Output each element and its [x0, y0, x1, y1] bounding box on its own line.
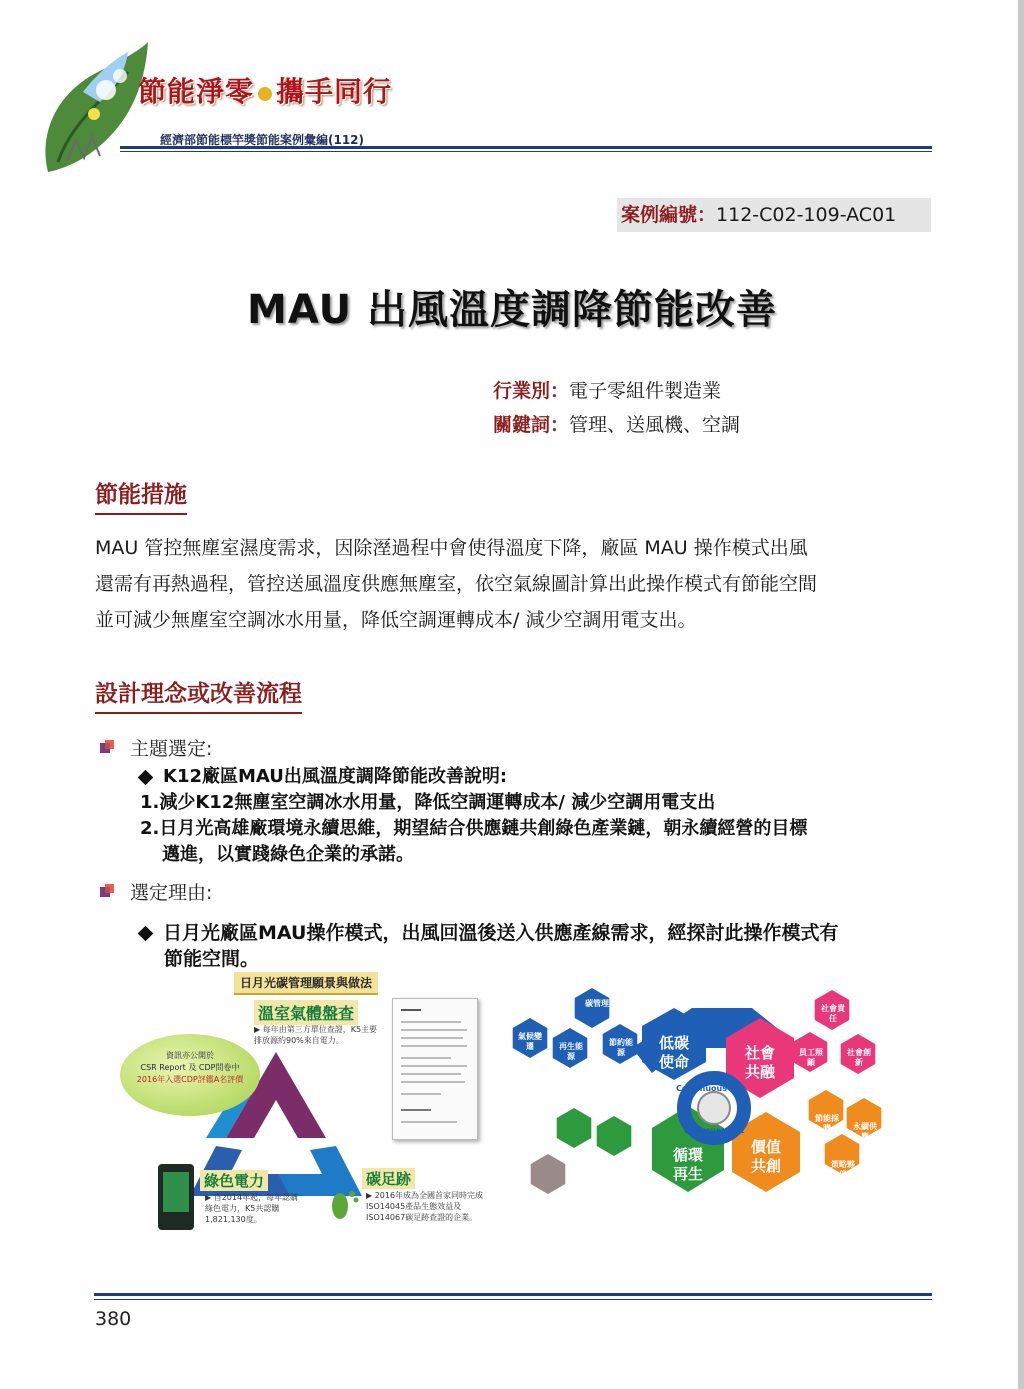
hex-employee: 員工照顧: [799, 1048, 823, 1067]
header-slogan: [138, 70, 392, 110]
hex-resource: 源頭減量: [603, 1162, 627, 1181]
continuous-label: Continuous: [676, 1084, 727, 1093]
industry-row: [493, 376, 721, 403]
hex-save-buy: 節能採購: [815, 1114, 839, 1133]
case-number-value: 112-C02-109-AC01: [716, 204, 897, 226]
opinion-statement-document-icon: [392, 998, 478, 1140]
hex-social-innov: 社會創新: [847, 1048, 871, 1067]
page-header: [0, 0, 1024, 190]
carbon-footprint-text: ▶ 2016年成為全國首家同時完成ISO14045產品生態效益及ISO14067碳足跡查證的企業。: [366, 1191, 484, 1222]
reason-line-2: 節能空間。: [164, 948, 260, 970]
hex-climate: 氣候變遷: [518, 1032, 542, 1051]
keywords-value: 管理、送風機、空調: [569, 414, 741, 436]
csr-disclosure-badge: [120, 1034, 260, 1116]
topic-item-2-cont: 邁進，以實踐綠色企業的承諾。: [162, 844, 414, 865]
page-number: 380: [95, 1308, 132, 1330]
flower-dot-icon: [258, 87, 272, 101]
industry-value: 電子零組件製造業: [569, 380, 722, 402]
hex-circular: 循環再生: [672, 1146, 703, 1183]
case-number-box: [617, 198, 931, 232]
csr-line-2: CSR Report 及 CDP問卷中: [140, 1063, 240, 1072]
csr-line-1: 資訊亦公開於: [166, 1051, 214, 1060]
hex-social-resp: 社會責任: [821, 1004, 845, 1023]
carbon-mgmt-title: 日月光碳管理願景與做法: [234, 972, 378, 995]
square-bullet-icon: [100, 884, 116, 898]
topic-label: 主題選定:: [130, 738, 213, 760]
header-subtitle: 經濟部節能標竿獎節能案例彙編(112): [160, 133, 365, 147]
hex-carbon-mgmt: 碳管理: [585, 999, 609, 1008]
hex-cycle-design: 循環設計: [563, 1154, 587, 1173]
section-heading-design: 設計理念或改善流程: [95, 675, 302, 714]
footprint-co2-icon: [328, 1182, 362, 1222]
reason-label: 選定理由:: [130, 882, 213, 904]
case-number-label: 案例編號：: [621, 204, 717, 226]
hex-low-carbon: 低碳使命: [658, 1034, 689, 1071]
diamond-bullet-icon: [138, 926, 154, 942]
footer-rule: [94, 1293, 932, 1300]
ghg-inventory-title: 溫室氣體盤查: [254, 1000, 358, 1025]
topic-item-2: 2.日月光高雄廠環境永續思維，期望結合供應鏈共創綠色產業鏈，朝永續經營的目標: [140, 818, 808, 839]
paragraph-line: MAU 管控無塵室濕度需求，因除溼過程中會使得溫度下降，廠區 MAU 操作模式出風: [95, 537, 808, 559]
hex-sustain: 永續供應: [853, 1122, 877, 1141]
green-power-title: 綠色電力: [200, 1170, 268, 1191]
page-title: MAU 出風溫度調降節能改善: [247, 287, 777, 333]
hex-save-energy: 節約能源: [609, 1038, 633, 1057]
csr-line-3: 2016年入選CDP評鑑A名評價: [136, 1075, 244, 1084]
page-edge-shadow: [1018, 0, 1024, 1389]
industry-label: 行業別：: [493, 380, 570, 402]
reason-line-1-text: 日月光廠區MAU操作模式，出風回溫後送入供應產線需求，經探討此操作模式有: [163, 922, 839, 944]
topic-title: [140, 762, 507, 788]
header-rule: [120, 146, 932, 152]
topic-item-1: 1.減少K12無塵室空調冰水用量，降低空調運轉成本/ 減少空調用電支出: [140, 792, 716, 813]
measures-paragraph: [95, 530, 935, 638]
carbon-footprint-title: 碳足跡: [362, 1168, 415, 1189]
keywords-label: 關鍵詞：: [493, 414, 570, 436]
ghg-inventory-text: ▶ 每年由第三方單位查證，K5主要排放源約90%來自電力。: [254, 1025, 378, 1045]
hex-reduce: 減廢再利用: [536, 1196, 560, 1215]
reason-line-1: [140, 918, 838, 945]
slogan-left: 節能淨零: [138, 75, 255, 108]
diamond-bullet-icon: [138, 769, 154, 785]
hex-social-co: 社會共融: [744, 1044, 775, 1081]
improvement-label: Improvement: [684, 1126, 745, 1135]
section-heading-measures: 節能措施: [95, 476, 187, 515]
keywords-row: [493, 410, 740, 437]
paragraph-line: 還需有再熱過程，管控送風溫度供應無塵室，依空氣線圖計算出此操作模式有節能空間: [95, 573, 818, 595]
slogan-right: 攜手同行: [276, 75, 393, 108]
hex-value: 價值共創: [750, 1138, 781, 1175]
hex-renewable: 再生能源: [559, 1042, 583, 1061]
topic-title-text: K12廠區MAU出風溫度調降節能改善說明:: [163, 766, 508, 787]
paragraph-line: 並可減少無塵室空調冰水用量，降低空調運轉成本/ 減少空調用電支出。: [95, 609, 697, 631]
green-power-text: ▶ 自2014年起，每年認購綠色電力，K5共認購1,821,130度。: [205, 1193, 299, 1224]
phone-device-icon: [158, 1164, 194, 1230]
hex-partner: 策略夥伴: [831, 1160, 855, 1179]
square-bullet-icon: [100, 740, 116, 754]
